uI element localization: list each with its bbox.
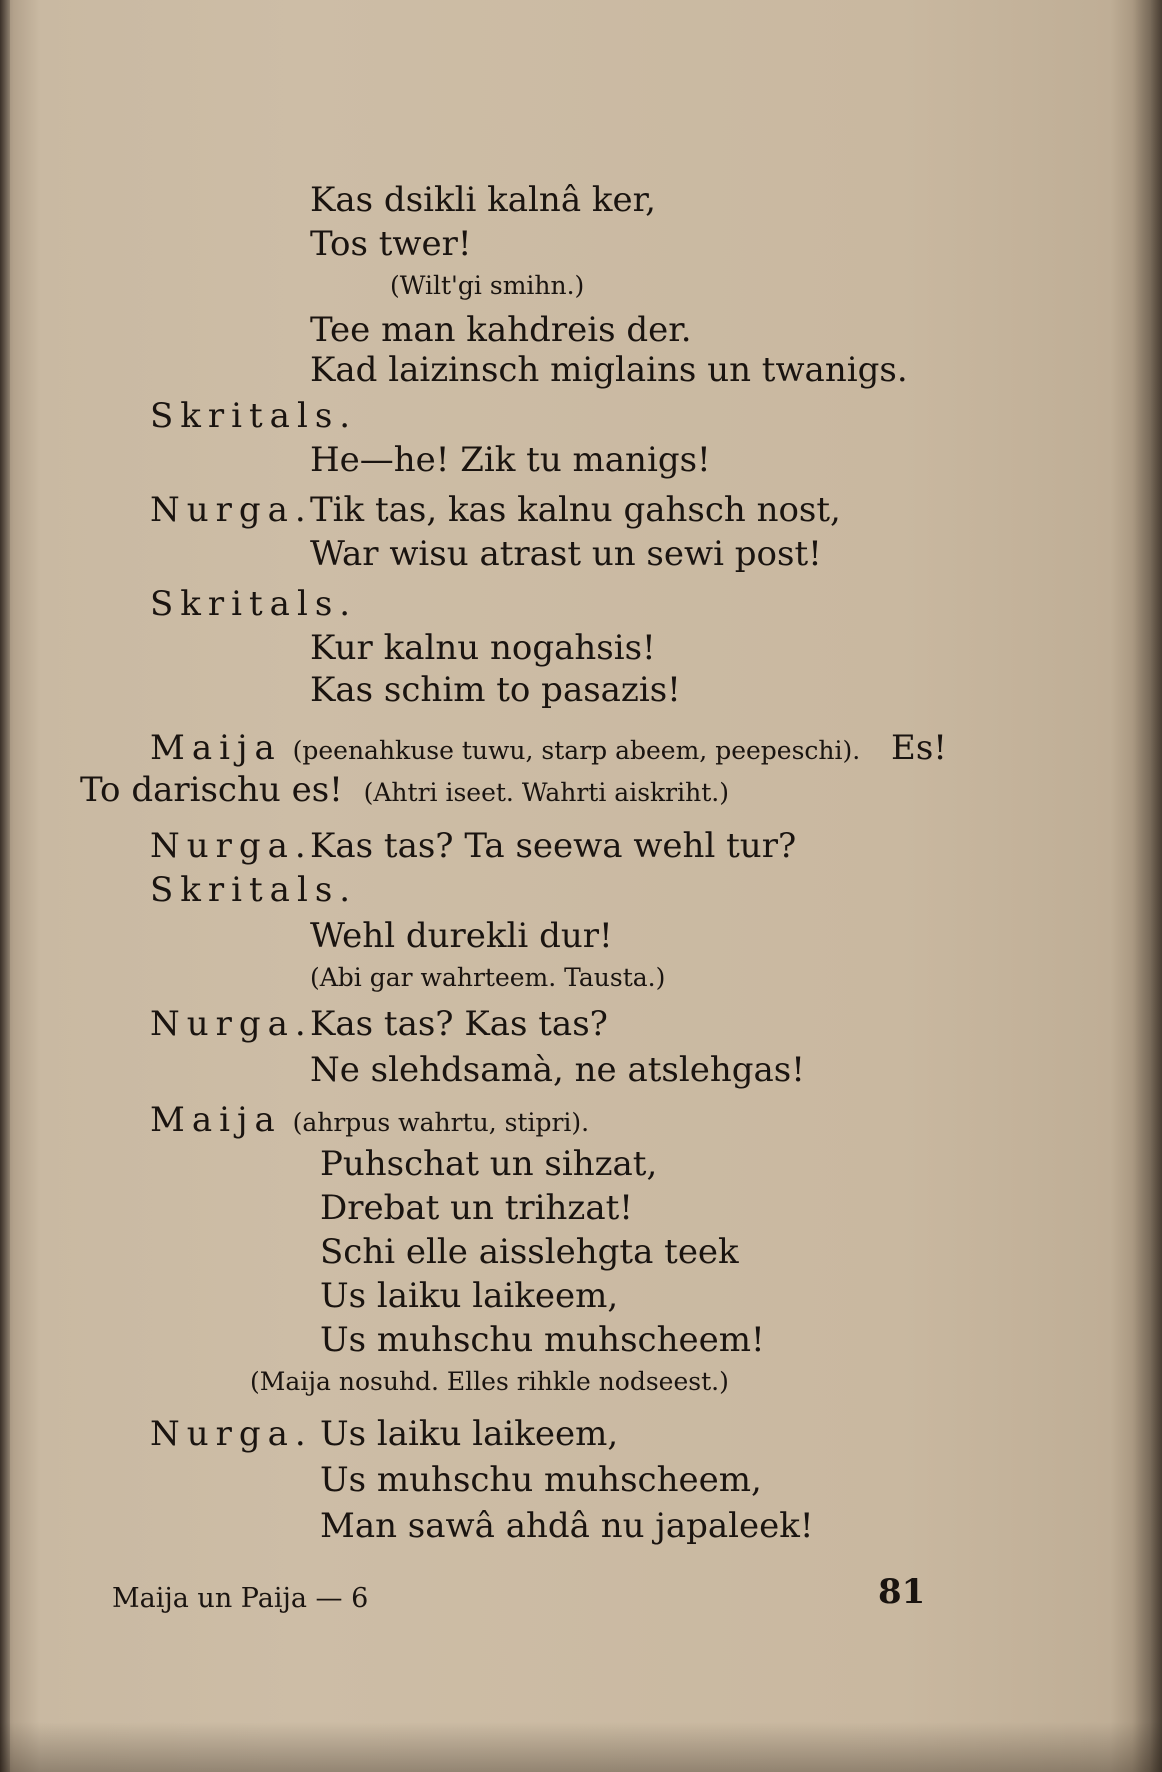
stage-direction: (Ahtri iseet. Wahrti aiskriht.) [363, 778, 729, 807]
speaker-name: Skritals. [150, 396, 358, 436]
verse-line: Kas dsikli kalnâ ker, [310, 180, 656, 220]
verse-line: Kas tas? Ta seewa wehl tur? [310, 826, 797, 866]
verse-line: Tik tas, kas kalnu gahsch nost, [310, 490, 841, 530]
verse-line: Kas schim to pasazis! [310, 670, 681, 710]
verse-text: Es! [891, 728, 947, 768]
stage-direction: (ahrpus wahrtu, stipri). [292, 1108, 590, 1137]
verse-line: Us muhschu muhscheem! [320, 1320, 765, 1360]
footer-title: Maija un Paija — 6 [112, 1583, 369, 1614]
speaker-name: Skritals. [150, 584, 358, 624]
page-right-edge [1132, 0, 1162, 1772]
stage-direction: (Wilt'gi smihn.) [390, 271, 585, 300]
speaker-name: Nurga. [150, 1004, 313, 1044]
speaker-name: Nurga. [150, 490, 313, 530]
verse-line: Tee man kahdreis der. [310, 310, 692, 350]
verse-line: Man sawâ ahdâ nu japaleek! [320, 1506, 814, 1546]
verse-line: Us muhschu muhscheem, [320, 1460, 762, 1500]
verse-text: To darischu es! [80, 770, 343, 810]
stage-direction: (peenahkuse tuwu, starp abeem, peepeschi). [292, 736, 861, 765]
verse-line: Kur kalnu nogahsis! [310, 628, 656, 668]
speaker-name: Nurga. [150, 1414, 313, 1454]
verse-line: Drebat un trihzat! [320, 1188, 633, 1228]
speaker-line [150, 1100, 589, 1143]
page-number: 81 [878, 1572, 926, 1612]
verse-line: Kad laizinsch miglains un twanigs. [310, 350, 908, 390]
verse-line: Puhschat un sihzat, [320, 1144, 658, 1184]
verse-line: Ne slehdsamà, ne atslehgas! [310, 1050, 805, 1090]
verse-line: Tos twer! [310, 224, 472, 264]
page-bottom-shadow [0, 1722, 1162, 1772]
verse-line: War wisu atrast un sewi post! [310, 534, 822, 574]
speaker-line [80, 770, 729, 813]
verse-line: He—he! Zik tu manigs! [310, 440, 711, 480]
spine-edge [0, 0, 10, 1772]
stage-direction: (Maija nosuhd. Elles rihkle nodseest.) [250, 1367, 729, 1396]
verse-line: Us laiku laikeem, [320, 1276, 619, 1316]
stage-direction: (Abi gar wahrteem. Tausta.) [310, 963, 666, 992]
speaker-name: Skritals. [150, 870, 358, 910]
verse-line: Kas tas? Kas tas? [310, 1004, 608, 1044]
verse-line: Schi elle aisslehgta teek [320, 1232, 739, 1272]
speaker-name: Maija [150, 1100, 282, 1140]
speaker-line [150, 728, 947, 771]
verse-line: Wehl durekli dur! [310, 916, 613, 956]
speaker-name: Nurga. [150, 826, 313, 866]
speaker-name: Maija [150, 728, 282, 768]
verse-line: Us laiku laikeem, [320, 1414, 619, 1454]
